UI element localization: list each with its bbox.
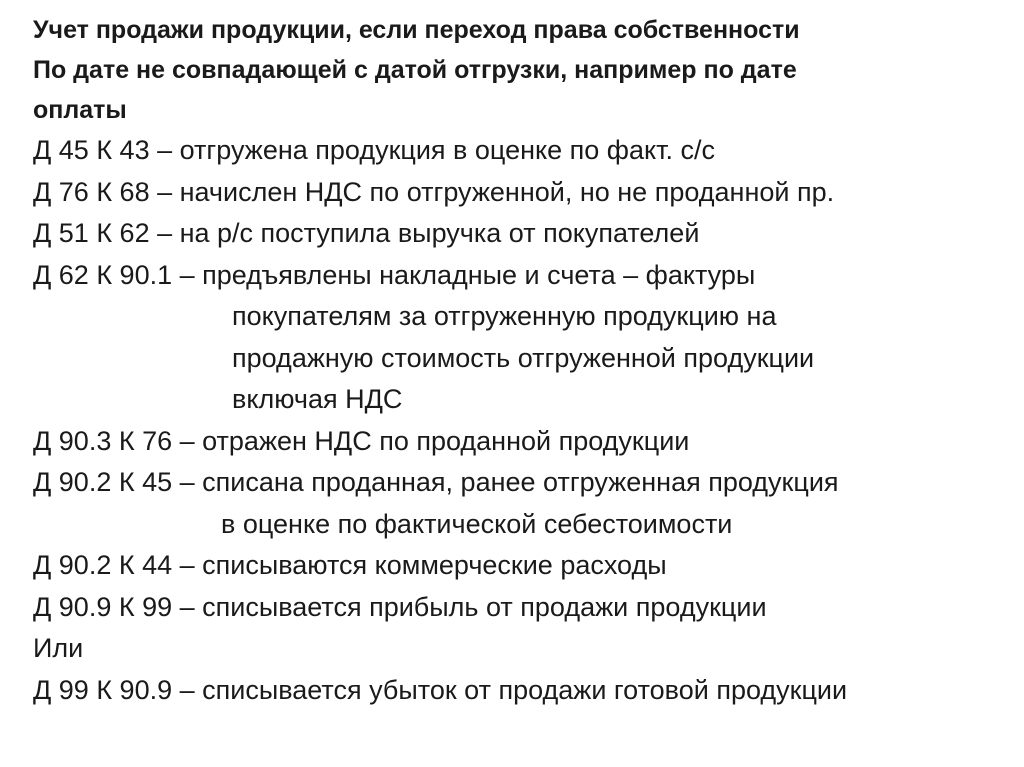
entry-d90-2-k45: Д 90.2 К 45 – списана проданная, ранее отгруженная продукция: [33, 467, 839, 497]
entry-or: Или: [33, 633, 84, 663]
entry-d62-k90-1-cont-1: покупателям за отгруженную продукцию на: [232, 301, 777, 331]
entry-d90-2-k45-cont: в оценке по фактической себестоимости: [221, 508, 733, 539]
entry-d62-k90-1-cont-2: продажную стоимость отгруженной продукции: [232, 342, 815, 373]
entry-d62-k90-1-cont-3: включая НДС: [232, 384, 403, 414]
entry-d99-k90-9: Д 99 К 90.9 – списывается убыток от продажи готовой продукции: [33, 674, 848, 705]
entry-d76-k68: Д 76 К 68 – начислен НДС по отгруженной, но не проданной пр.: [33, 176, 835, 207]
entry-d51-k62: Д 51 К 62 – на р/с поступила выручка от покупателей: [33, 218, 700, 248]
entry-d62-k90-1: Д 62 К 90.1 – предъявлены накладные и счета – фактуры: [33, 259, 756, 290]
slide-content: [33, 10, 1008, 711]
entry-d45-k43: Д 45 К 43 – отгружена продукция в оценке по факт. с/с: [33, 135, 716, 165]
title-line-2: По дате не совпадающей с датой отгрузки, например по дате: [33, 56, 797, 84]
title-line-3: оплаты: [33, 96, 127, 124]
entry-d90-2-k44: Д 90.2 К 44 – списываются коммерческие расходы: [33, 550, 667, 580]
entry-d90-3-k76: Д 90.3 К 76 – отражен НДС по проданной продукции: [33, 425, 690, 456]
entry-d90-9-k99: Д 90.9 К 99 – списывается прибыль от продажи продукции: [33, 591, 767, 622]
title-line-1: Учет продажи продукции, если переход права собственности: [33, 16, 800, 44]
